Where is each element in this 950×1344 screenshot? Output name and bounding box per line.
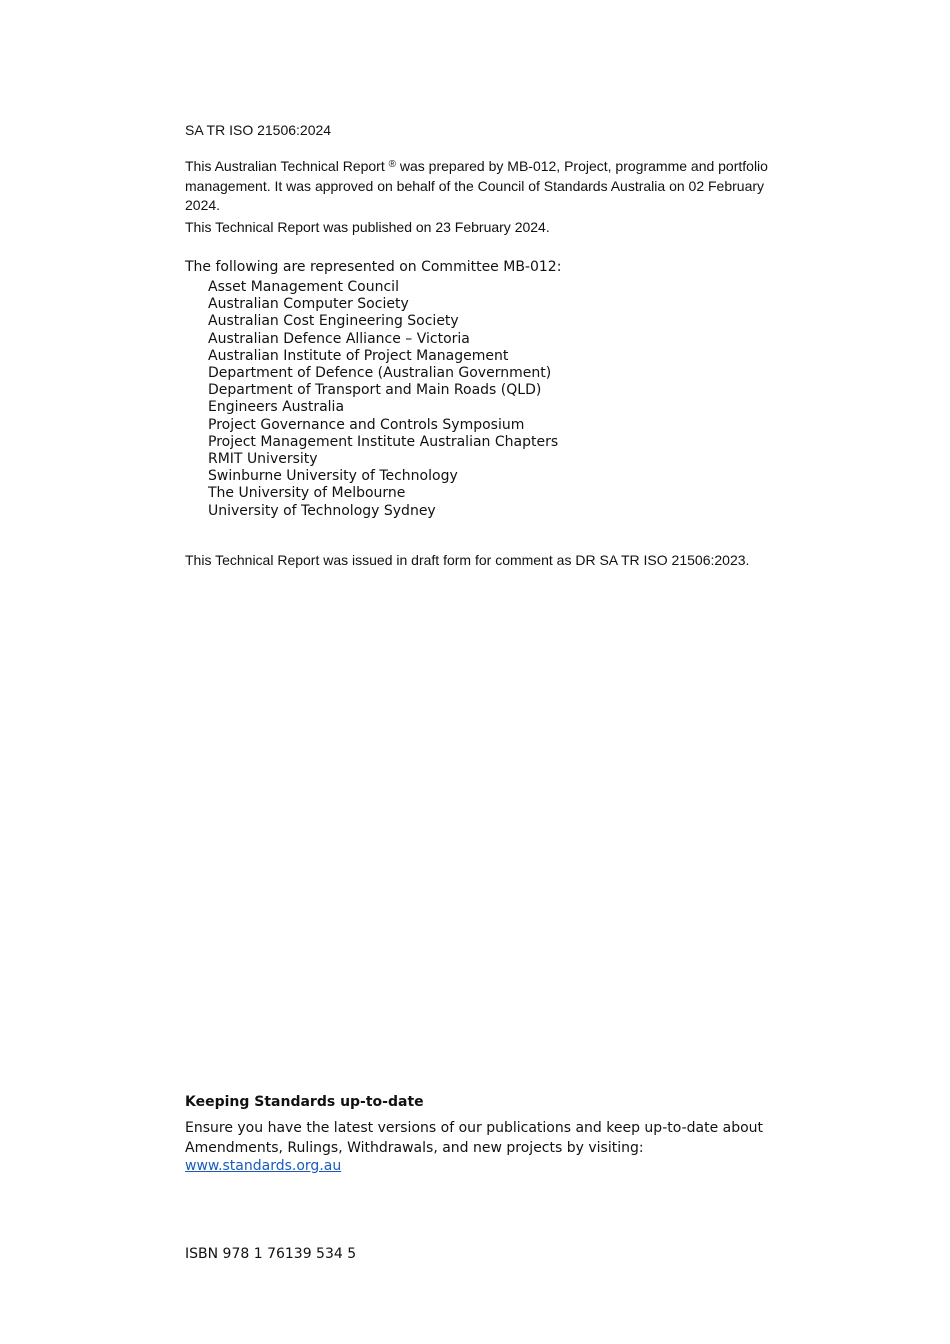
preparation-statement <box>185 155 775 216</box>
committee-member: University of Technology Sydney <box>208 502 436 519</box>
committee-member: Australian Computer Society <box>208 296 409 313</box>
committee-member: RMIT University <box>208 451 318 468</box>
committee-member: Engineers Australia <box>208 399 345 416</box>
preparation-text-start: This Australian Technical Report <box>185 158 389 174</box>
committee-member: Swinburne University of Technology <box>208 468 458 485</box>
publication-date-statement: This Technical Report was published on 23 February 2024. <box>185 219 550 235</box>
committee-member: Department of Defence (Australian Government) <box>208 365 552 382</box>
standards-website-link[interactable]: www.standards.org.au <box>185 1158 342 1174</box>
committee-member: Project Management Institute Australian Chapters <box>208 433 559 450</box>
committee-member: Australian Defence Alliance – Victoria <box>208 330 470 347</box>
preparation-text-end: was prepared by MB-012, Project, programme and portfolio management. It was approved on behalf of the Council of Standards Australia on 02 February 2024. <box>185 158 768 213</box>
registered-mark: ® <box>388 159 396 170</box>
committee-member: Department of Transport and Main Roads (QLD) <box>208 382 542 399</box>
keeping-standards-heading: Keeping Standards up-to-date <box>185 1094 424 1110</box>
committee-member: Australian Institute of Project Management <box>208 347 509 364</box>
keeping-standards-text: Ensure you have the latest versions of our publications and keep up-to-date about Amendments, Rulings, Withdrawals, and new projects by visiting: <box>185 1120 764 1156</box>
isbn: ISBN 978 1 76139 534 5 <box>185 1246 357 1262</box>
committee-heading: The following are represented on Committee MB-012: <box>185 259 562 275</box>
draft-notice: This Technical Report was issued in draft form for comment as DR SA TR ISO 21506:2023. <box>185 552 750 568</box>
committee-member: Project Governance and Controls Symposium <box>208 416 525 433</box>
committee-member-list <box>208 279 558 520</box>
committee-member: Australian Cost Engineering Society <box>208 313 459 330</box>
committee-member: Asset Management Council <box>208 279 399 295</box>
document-id: SA TR ISO 21506:2024 <box>185 122 332 138</box>
committee-member: The University of Melbourne <box>208 485 406 502</box>
